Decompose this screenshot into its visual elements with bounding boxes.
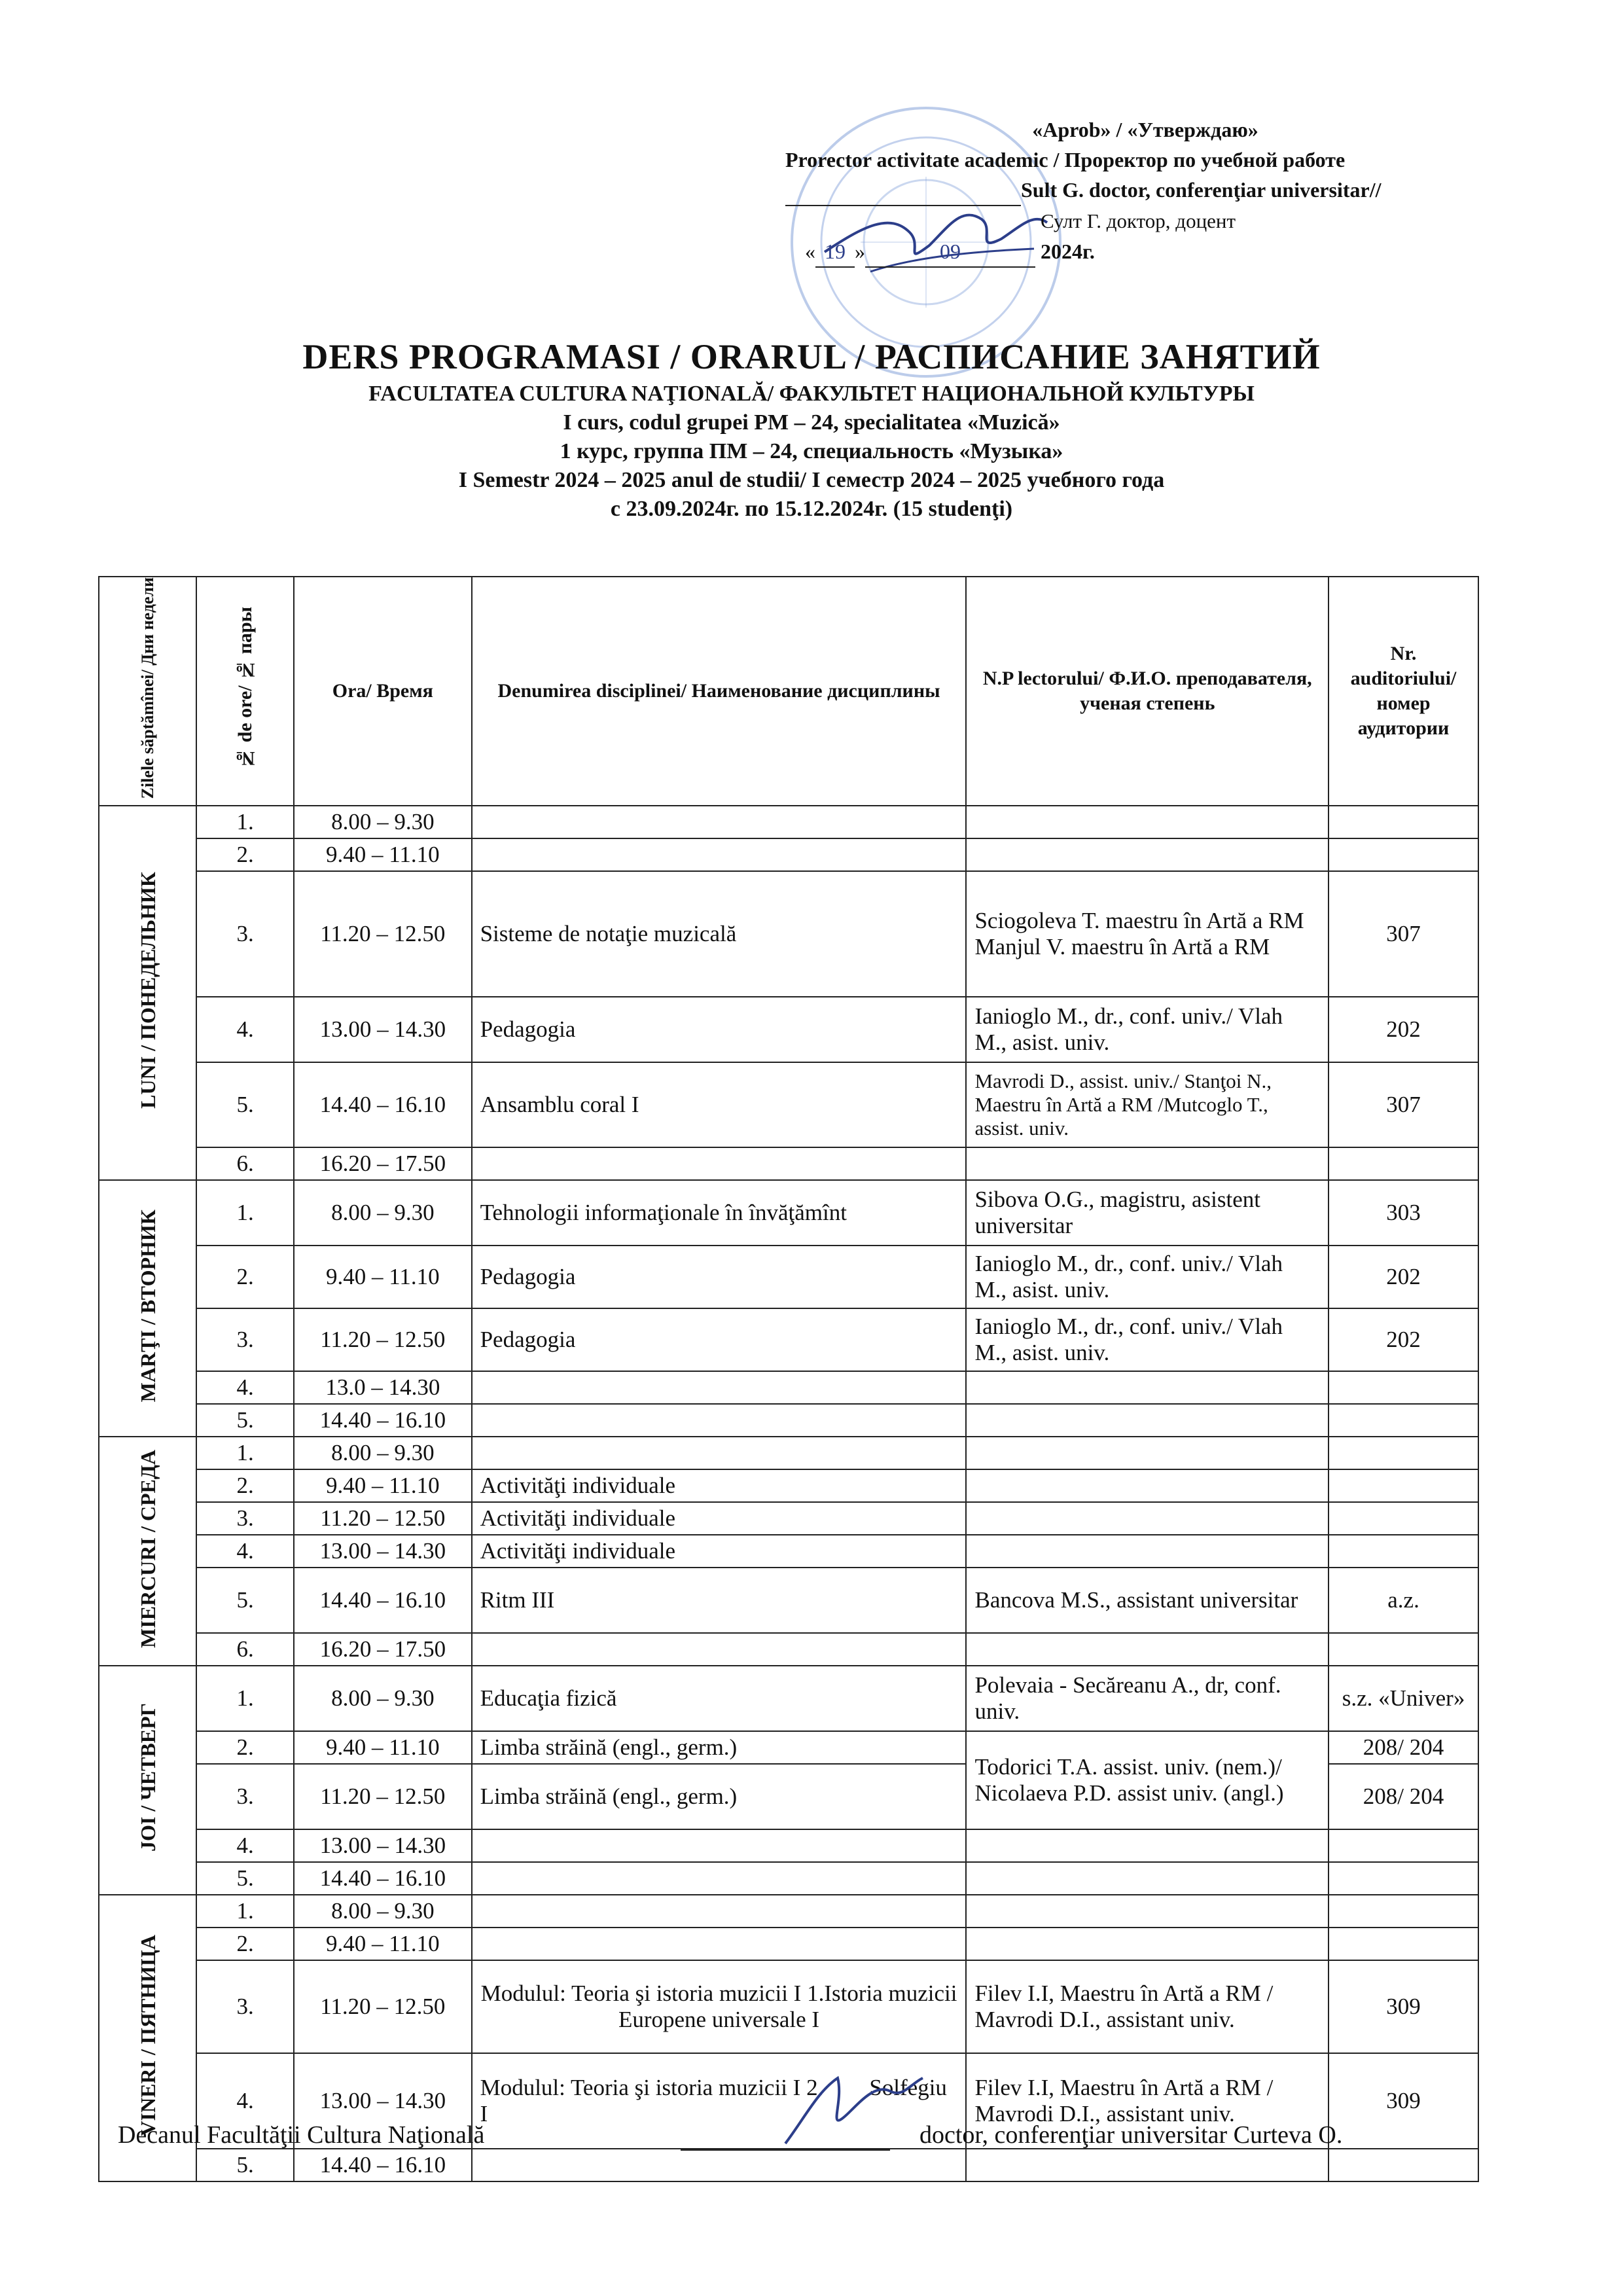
dean-title: Decanul Facultăţii Cultura Naţională [118, 2121, 485, 2149]
time-cell: 11.20 – 12.50 [294, 1960, 471, 2053]
time-cell: 8.00 – 9.30 [294, 1180, 471, 1246]
day-cell-wednesday: MIERCURI / СРЕДА [99, 1437, 196, 1666]
dean-signature-line [681, 2149, 890, 2151]
lecturer-cell [966, 1829, 1329, 1862]
date-mid: » [855, 240, 865, 263]
discipline-cell: Educaţia fizică [472, 1666, 967, 1731]
lecturer-cell: Filev I.I, Maestru în Artă a RM / Mavrodi D.I., assistant univ. [966, 2053, 1329, 2149]
approval-block [785, 115, 1505, 268]
pair-number: 4. [196, 1535, 294, 1568]
pair-number: 1. [196, 806, 294, 838]
room-cell [1329, 1535, 1478, 1568]
pair-number: 3. [196, 1502, 294, 1535]
pair-number: 2. [196, 1246, 294, 1308]
faculty-line: FACULTATEA CULTURA NAŢIONALĂ/ ФАКУЛЬТЕТ НАЦИОНАЛЬНОЙ КУЛЬТУРЫ [368, 382, 1255, 406]
approval-role: Prorector activitate academic / Проректор по учебной работе [785, 148, 1346, 171]
room-cell [1329, 806, 1478, 838]
time-cell: 8.00 – 9.30 [294, 1437, 471, 1469]
table-row [99, 1895, 1478, 1928]
pair-number: 2. [196, 1928, 294, 1960]
room-cell: 208/ 204 [1329, 1731, 1478, 1764]
lecturer-cell [966, 1469, 1329, 1502]
lecturer-cell [966, 1895, 1329, 1928]
table-row [99, 1928, 1478, 1960]
table-row [99, 1633, 1478, 1666]
lecturer-cell: Ianioglo M., dr., conf. univ./ Vlah M., asist. univ. [966, 1246, 1329, 1308]
dean-name: doctor, conferenţiar universitar Curteva O. [919, 2121, 1343, 2149]
day-cell-friday: VINERI / ПЯТНИЦА [99, 1895, 196, 2181]
course-ro-line: I curs, codul grupei PM – 24, specialitatea «Muzică» [563, 410, 1060, 435]
course-ru-line: 1 курс, группа ПМ – 24, специальность «Музыка» [560, 439, 1063, 463]
room-cell [1329, 1502, 1478, 1535]
date-day: 19 [815, 236, 855, 268]
room-cell: 309 [1329, 2053, 1478, 2149]
room-cell [1329, 1404, 1478, 1437]
lecturer-cell [966, 1502, 1329, 1535]
table-row [99, 1246, 1478, 1308]
table-row [99, 1731, 1478, 1764]
table-row [99, 871, 1478, 997]
discipline-cell: Ritm III [472, 1568, 967, 1633]
header-day: Zilele săptămînei/ Дни недели [99, 577, 196, 806]
room-cell: 307 [1329, 871, 1478, 997]
discipline-cell: Activităţi individuale [472, 1535, 967, 1568]
discipline-cell: Sisteme de notaţie muzicală [472, 871, 967, 997]
room-cell: 303 [1329, 1180, 1478, 1246]
time-cell: 9.40 – 11.10 [294, 1928, 471, 1960]
time-cell: 9.40 – 11.10 [294, 1469, 471, 1502]
time-cell: 8.00 – 9.30 [294, 1666, 471, 1731]
lecturer-cell [966, 2149, 1329, 2181]
table-row [99, 1862, 1478, 1895]
room-cell: 307 [1329, 1062, 1478, 1147]
lecturer-cell [966, 1535, 1329, 1568]
time-cell: 13.00 – 14.30 [294, 1535, 471, 1568]
pair-number: 6. [196, 1633, 294, 1666]
table-row [99, 1147, 1478, 1180]
time-cell: 8.00 – 9.30 [294, 806, 471, 838]
time-cell: 14.40 – 16.10 [294, 2149, 471, 2181]
pair-number: 1. [196, 1437, 294, 1469]
header-discipline: Denumirea disciplinei/ Наименование дисциплины [472, 577, 967, 806]
discipline-cell: Pedagogia [472, 1308, 967, 1371]
semester-line: I Semestr 2024 – 2025 anul de studii/ I семестр 2024 – 2025 учебного года [458, 468, 1165, 492]
table-row [99, 1502, 1478, 1535]
discipline-cell [472, 806, 967, 838]
lecturer-cell: Ianioglo M., dr., conf. univ./ Vlah M., asist. univ. [966, 1308, 1329, 1371]
lecturer-cell [966, 838, 1329, 871]
signature-line [785, 175, 1021, 206]
discipline-cell [472, 838, 967, 871]
discipline-cell [472, 1862, 967, 1895]
pair-number: 5. [196, 1568, 294, 1633]
discipline-cell: Ansamblu coral I [472, 1062, 967, 1147]
discipline-cell [472, 1437, 967, 1469]
header-lecturer: N.P lectorului/ Ф.И.О. преподавателя, ученая степень [966, 577, 1329, 806]
time-cell: 11.20 – 12.50 [294, 1308, 471, 1371]
discipline-cell [472, 1633, 967, 1666]
room-cell: s.z. «Univer» [1329, 1666, 1478, 1731]
room-cell [1329, 1928, 1478, 1960]
time-cell: 13.00 – 14.30 [294, 2053, 471, 2149]
pair-number: 5. [196, 1404, 294, 1437]
table-header-row [99, 577, 1478, 806]
room-cell [1329, 2149, 1478, 2181]
discipline-cell [472, 1371, 967, 1404]
lecturer-cell: Ianioglo M., dr., conf. univ./ Vlah M., asist. univ. [966, 997, 1329, 1062]
time-cell: 13.00 – 14.30 [294, 997, 471, 1062]
discipline-cell: Limba străină (engl., germ.) [472, 1764, 967, 1829]
lecturer-cell [966, 806, 1329, 838]
document-heading [0, 334, 1623, 524]
pair-number: 5. [196, 1862, 294, 1895]
discipline-cell [472, 1404, 967, 1437]
room-cell: a.z. [1329, 1568, 1478, 1633]
header-room: Nr. auditoriului/ номер аудитории [1329, 577, 1478, 806]
discipline-cell: Modulul: Teoria şi istoria muzicii I 1.Istoria muzicii Europene universale I [472, 1960, 967, 2053]
approval-title: «Aprob» / «Утверждаю» [1032, 118, 1258, 141]
date-open: « [805, 240, 815, 263]
pair-number: 4. [196, 997, 294, 1062]
room-cell [1329, 1437, 1478, 1469]
time-cell: 11.20 – 12.50 [294, 1502, 471, 1535]
date-month: 09 [865, 236, 1035, 268]
lecturer-cell: Bancova M.S., assistant universitar [966, 1568, 1329, 1633]
room-cell: 202 [1329, 1246, 1478, 1308]
table-row [99, 1568, 1478, 1633]
time-cell: 13.00 – 14.30 [294, 1829, 471, 1862]
lecturer-cell [966, 1147, 1329, 1180]
pair-number: 2. [196, 1469, 294, 1502]
discipline-cell: Activităţi individuale [472, 1502, 967, 1535]
room-cell [1329, 1895, 1478, 1928]
table-row [99, 997, 1478, 1062]
pair-number: 1. [196, 1666, 294, 1731]
room-cell [1329, 1469, 1478, 1502]
lecturer-cell [966, 1928, 1329, 1960]
lecturer-cell [966, 1404, 1329, 1437]
time-cell: 9.40 – 11.10 [294, 838, 471, 871]
time-cell: 11.20 – 12.50 [294, 1764, 471, 1829]
pair-number: 2. [196, 1731, 294, 1764]
room-cell: 202 [1329, 997, 1478, 1062]
day-cell-tuesday: MARŢI / ВТОРНИК [99, 1180, 196, 1437]
table-row [99, 1404, 1478, 1437]
approval-name-ro: Sult G. doctor, conferenţiar universitar// [1021, 178, 1382, 202]
discipline-cell [472, 1147, 967, 1180]
table-row [99, 1371, 1478, 1404]
room-cell [1329, 1147, 1478, 1180]
header-pair: № de ore/ № пары [196, 577, 294, 806]
lecturer-cell: Filev I.I, Maestru în Artă a RM / Mavrodi D.I., assistant univ. [966, 1960, 1329, 2053]
lecturer-cell: Mavrodi D., assist. univ./ Stanţoi N., Maestru în Artă a RM /Mutcoglo T., assist. univ. [966, 1062, 1329, 1147]
table-row [99, 1535, 1478, 1568]
dean-signature [759, 2065, 929, 2157]
time-cell: 14.40 – 16.10 [294, 1404, 471, 1437]
lecturer-cell [966, 1437, 1329, 1469]
time-cell: 13.0 – 14.30 [294, 1371, 471, 1404]
pair-number: 4. [196, 1371, 294, 1404]
pair-number: 1. [196, 1895, 294, 1928]
discipline-cell [472, 1928, 967, 1960]
discipline-cell: Tehnologii informaţionale în învăţămînt [472, 1180, 967, 1246]
date-year: 2024г. [1041, 240, 1095, 263]
table-row [99, 838, 1478, 871]
room-cell [1329, 1633, 1478, 1666]
time-cell: 9.40 – 11.10 [294, 1731, 471, 1764]
table-row [99, 1180, 1478, 1246]
lecturer-cell: Todorici T.A. assist. univ. (nem.)/ Nicolaeva P.D. assist univ. (angl.) [966, 1731, 1329, 1829]
time-cell: 8.00 – 9.30 [294, 1895, 471, 1928]
table-row [99, 1469, 1478, 1502]
table-row [99, 806, 1478, 838]
discipline-cell: Limba străină (engl., germ.) [472, 1731, 967, 1764]
discipline-cell [472, 1895, 967, 1928]
discipline-cell: Activităţi individuale [472, 1469, 967, 1502]
pair-number: 3. [196, 871, 294, 997]
lecturer-cell: Polevaia - Secăreanu A., dr, conf. univ. [966, 1666, 1329, 1731]
pair-number: 4. [196, 1829, 294, 1862]
room-cell [1329, 838, 1478, 871]
day-cell-thursday: JOI / ЧЕТВЕРГ [99, 1666, 196, 1895]
lecturer-cell [966, 1862, 1329, 1895]
pair-number: 3. [196, 1960, 294, 2053]
pair-number: 5. [196, 2149, 294, 2181]
discipline-cell: Pedagogia [472, 1246, 967, 1308]
lecturer-cell: Sibova O.G., magistru, asistent universitar [966, 1180, 1329, 1246]
table-row [99, 1062, 1478, 1147]
document-title: DERS PROGRAMASI / ORARUL / РАСПИСАНИЕ ЗАНЯТИЙ [302, 337, 1321, 376]
pair-number: 5. [196, 1062, 294, 1147]
header-time: Ora/ Время [294, 577, 471, 806]
approval-name-ru: Султ Г. доктор, доцент [1041, 209, 1236, 232]
pair-number: 3. [196, 1308, 294, 1371]
table-row [99, 1829, 1478, 1862]
room-cell [1329, 1371, 1478, 1404]
table-row [99, 1308, 1478, 1371]
pair-number: 3. [196, 1764, 294, 1829]
schedule-table [98, 576, 1479, 2182]
room-cell [1329, 1862, 1478, 1895]
pair-number: 4. [196, 2053, 294, 2149]
room-cell: 309 [1329, 1960, 1478, 2053]
pair-number: 6. [196, 1147, 294, 1180]
time-cell: 9.40 – 11.10 [294, 1246, 471, 1308]
discipline-cell: Modulul: Teoria şi istoria muzicii I 2. Solfegiu I [472, 2053, 967, 2149]
pair-number: 2. [196, 838, 294, 871]
pair-number: 1. [196, 1180, 294, 1246]
room-cell: 202 [1329, 1308, 1478, 1371]
lecturer-cell [966, 1633, 1329, 1666]
discipline-cell: Pedagogia [472, 997, 967, 1062]
time-cell: 14.40 – 16.10 [294, 1568, 471, 1633]
day-cell-monday: LUNI / ПОНЕДЕЛЬНИК [99, 806, 196, 1180]
period-line: с 23.09.2024г. по 15.12.2024г. (15 studenţi) [610, 497, 1013, 521]
time-cell: 11.20 – 12.50 [294, 871, 471, 997]
table-row [99, 1437, 1478, 1469]
time-cell: 16.20 – 17.50 [294, 1633, 471, 1666]
table-row [99, 1666, 1478, 1731]
time-cell: 14.40 – 16.10 [294, 1862, 471, 1895]
room-cell [1329, 1829, 1478, 1862]
discipline-cell [472, 1829, 967, 1862]
time-cell: 14.40 – 16.10 [294, 1062, 471, 1147]
lecturer-cell [966, 1371, 1329, 1404]
room-cell: 208/ 204 [1329, 1764, 1478, 1829]
table-row [99, 1960, 1478, 2053]
lecturer-cell: Sciogoleva T. maestru în Artă a RM Manjul V. maestru în Artă a RM [966, 871, 1329, 997]
time-cell: 16.20 – 17.50 [294, 1147, 471, 1180]
